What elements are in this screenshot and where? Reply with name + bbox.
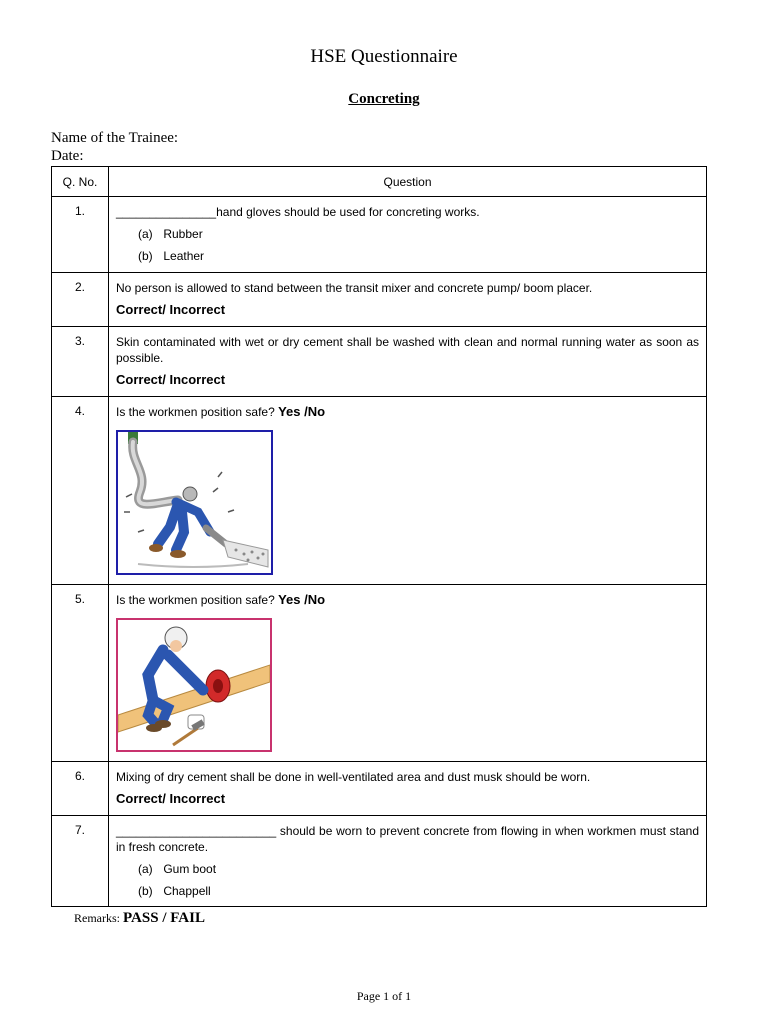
header-question-number: Q. No. [52,167,109,197]
table-row [52,762,707,816]
option-label: (a) [138,227,153,241]
question-text: ________________________ should be worn to prevent concrete from flowing in when workmen must stand in fresh concrete. [116,824,699,854]
table-row [52,197,707,273]
remarks [74,910,205,927]
page-number: Page 1 of 1 [356,989,412,1003]
date-label: Date: [51,148,84,164]
answer-choice: Correct/ Incorrect [116,302,226,317]
question-text: Is the workmen position safe? [116,405,275,419]
questionnaire-table [51,166,707,907]
question-number: 1. [52,197,109,273]
answer-choice: Correct/ Incorrect [116,372,226,387]
question-text: No person is allowed to stand between the transit mixer and concrete pump/ boom placer. [116,281,593,295]
answer-choice: Correct/ Incorrect [116,791,226,806]
table-row [52,397,707,585]
question-text: Is the workmen position safe? [116,593,275,607]
table-header-row [52,167,707,197]
question-cell [109,585,707,762]
question-number: 7. [52,816,109,907]
question-number: 3. [52,327,109,397]
option-label: (b) [138,249,153,263]
option-item [138,861,699,877]
table-row [52,327,707,397]
table-row [52,816,707,907]
question-number: 5. [52,585,109,762]
question-text: Mixing of dry cement shall be done in well-ventilated area and dust musk should be worn. [116,770,591,784]
question-cell [109,762,707,816]
question-number: 2. [52,273,109,327]
option-item [138,248,699,264]
question-cell [109,197,707,273]
table-row [52,273,707,327]
worker-concrete-hose-illustration [116,430,273,575]
remarks-label: Remarks: [74,911,120,925]
question-cell [109,273,707,327]
answer-choice: Yes /No [278,592,326,607]
option-text: Leather [163,249,205,263]
question-number: 6. [52,762,109,816]
remarks-value: PASS / FAIL [123,910,205,926]
worker-on-pipe-illustration [116,618,272,752]
trainee-name-label: Name of the Trainee: [51,130,179,146]
option-item [138,883,699,899]
option-text: Chappell [163,884,211,898]
document-subtitle: Concreting [348,91,420,107]
question-cell [109,816,707,907]
option-item [138,226,699,242]
question-cell [109,397,707,585]
question-text: _______________hand gloves should be used for concreting works. [116,205,480,219]
option-text: Gum boot [163,862,217,876]
option-label: (a) [138,862,153,876]
question-text: Skin contaminated with wet or dry cement shall be washed with clean and normal running water as soon as possible. [116,335,699,365]
answer-choice: Yes /No [278,404,326,419]
question-number: 4. [52,397,109,585]
table-row [52,585,707,762]
question-cell [109,327,707,397]
option-label: (b) [138,884,153,898]
header-question: Question [109,167,707,197]
option-text: Rubber [163,227,203,241]
document-title: HSE Questionnaire [310,46,458,67]
